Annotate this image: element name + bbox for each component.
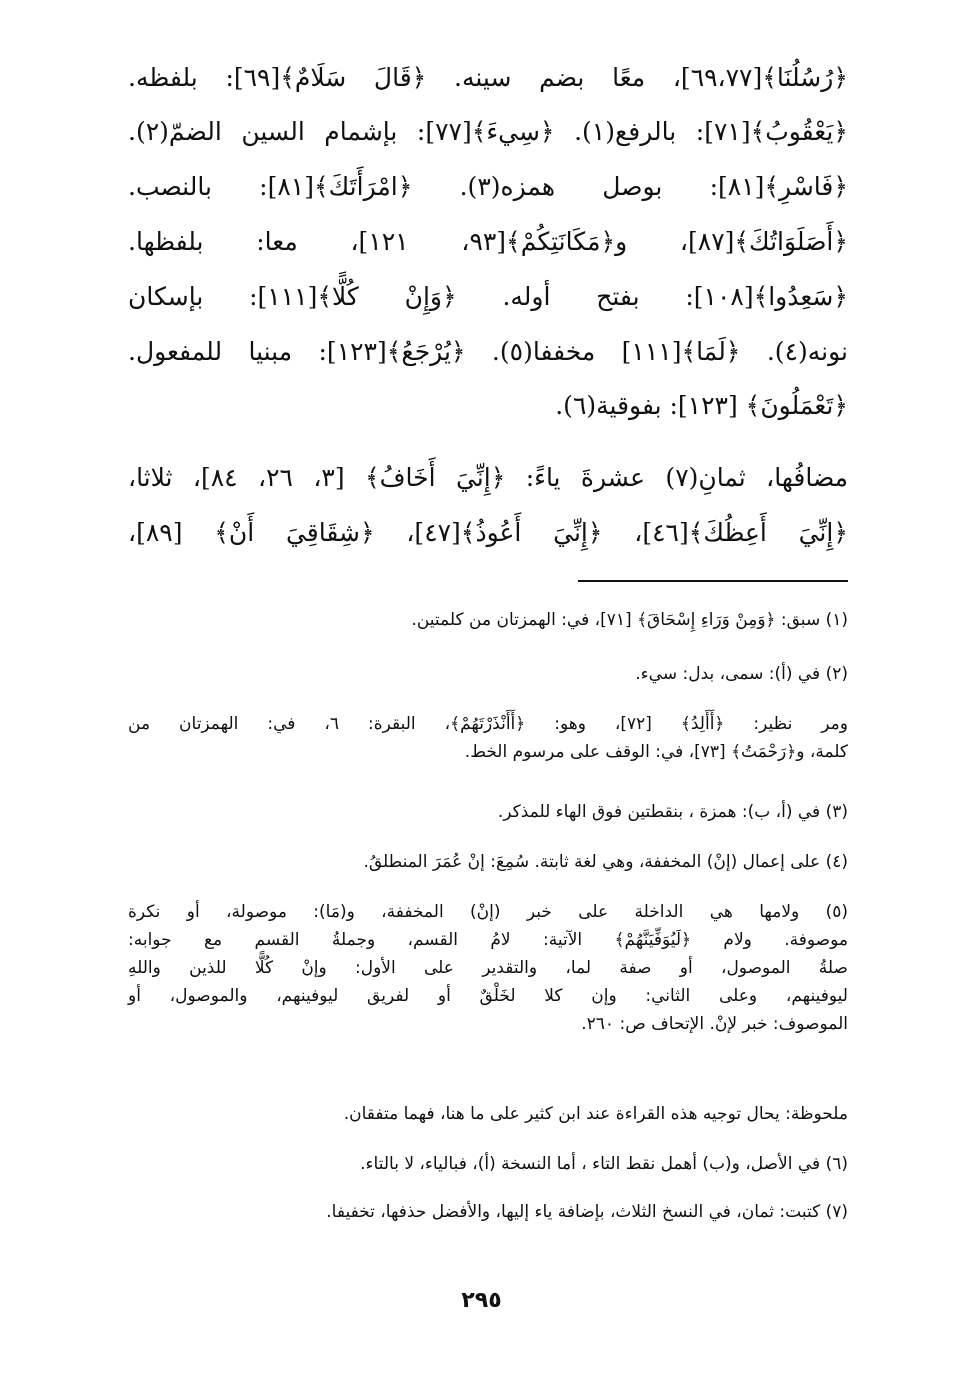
footnote-line: (٦) في الأصل، و(ب) أهمل نقط التاء ، أما النسخة (أ)، فبالياء، لا بالتاء. — [360, 1154, 848, 1174]
body-line-2: ﴿يَعْقُوبُ﴾[٧١]: بالرفع(١). ﴿سِيءَ﴾[٧٧]: بإشمام السين الضمّ(٢). — [128, 117, 848, 146]
footnote-separator — [578, 580, 848, 582]
footnote-line: (١) سبق: ﴿وَمِنْ وَرَاءِ إِسْحَاقَ﴾ [٧١]، في: الهمزتان من كلمتين. — [411, 610, 848, 630]
body-line-5: ﴿سَعِدُوا﴾[١٠٨]: بفتح أوله. ﴿وَإِنْ كُلًّا﴾[١١١]: بإسكان — [128, 282, 849, 311]
page-number: ٢٩٥ — [461, 1288, 502, 1313]
footnote-line: ليوفينهم، وعلى الثاني: وإن كلا لخَلْقٌ أو لفريق ليوفينهم، والموصول، أو — [128, 986, 848, 1006]
footnote-1 — [128, 606, 848, 634]
body-line-6: نونه(٤). ﴿لَمَا﴾[١١١] مخففا(٥). ﴿يُرْجَعُ﴾[١٢٣]: مبنيا للمفعول. — [128, 337, 848, 366]
body-line-7: ﴿تَعْمَلُونَ﴾ [١٢٣]: بفوقية(٦). — [555, 391, 848, 420]
body-line-4: ﴿أَصَلَوَاتُكَ﴾[٨٧]، و﴿مَكَانَتِكُمْ﴾[٩٣، ١٢١]، معا: بلفظها. — [128, 227, 849, 256]
footnote-line: كلمة، و﴿رَحْمَتُ﴾ [٧٣]، في: الوقف على مرسوم الخط. — [464, 742, 848, 762]
footnote-line: موصوفة. ولام ﴿لَيُوَفِّيَنَّهُمْ﴾ الآتية: لامُ القسم، وجملةُ القسم مع جوابه: — [128, 930, 848, 950]
body-line-8: مضافُها، ثمانِ(٧) عشرةَ ياءً: ﴿إِنِّيَ أَخَافُ﴾ [٣، ٢٦، ٨٤]، ثلاثا، — [128, 463, 849, 492]
footnote-line: (٣) في (أ، ب): همزة ، بنقطتين فوق الهاء للمذكر. — [497, 802, 848, 822]
body-line-3: ﴿فَاسْرِ﴾[٨١]: بوصل همزه(٣). ﴿امْرَأَتَكَ﴾[٨١]: بالنصب. — [128, 172, 848, 201]
footnote-line: ملحوظة: يحال توجيه هذه القراءة عند ابن كثير على ما هنا، فهما متفقان. — [343, 1104, 848, 1124]
footnote-2-continuation — [128, 710, 848, 766]
footnote-line: (٢) في (أ): سمى، بدل: سيء. — [635, 664, 848, 684]
footnote-line: الموصوف: خبر لإنْ. الإتحاف ص: ٢٦٠. — [581, 1014, 848, 1034]
body-line-1: ﴿رُسُلُنَا﴾[٦٩،٧٧]، معًا بضم سينه. ﴿قَالَ سَلَامٌ﴾[٦٩]: بلفظه. — [128, 63, 848, 92]
footnote-5 — [128, 898, 848, 1038]
footnote-6 — [128, 1150, 848, 1178]
footnote-7 — [128, 1198, 848, 1226]
footnote-line: صلةُ الموصول، أو صفة لما، والتقدير على الأول: وإنْ كُلًّا للذين واللهِ — [128, 958, 848, 978]
footnote-line: (٧) كتبت: ثمان، في النسخ الثلاث، بإضافة ياء إليها، والأفضل حذفها، تخفيفا. — [326, 1202, 848, 1222]
footnote-3 — [128, 798, 848, 826]
footnote-4 — [128, 848, 848, 876]
footnote-line: (٤) على إعمال (إنْ) المخففة، وهي لغة ثابتة. سُمِعَ: إنْ عُمَرَ المنطلقُ. — [363, 852, 848, 872]
footnote-2 — [128, 660, 848, 688]
footnote-line: ومر نظير: ﴿أَأَلِدُ﴾ [٧٢]، وهو: ﴿أَأَنْذَرْتَهُمْ﴾، البقرة: ٦، في: الهمزتان من — [128, 714, 848, 734]
footnote-line: (٥) ولامها هي الداخلة على خبر (إنْ) المخففة، و(مَا): موصولة، أو نكرة — [128, 902, 848, 922]
footnote-note — [128, 1100, 848, 1128]
body-line-9: ﴿إِنِّيَ أَعِظُكَ﴾[٤٦]، ﴿إِنِّيَ أَعُوذُ﴾[٤٧]، ﴿شِقَاقِيَ أَنْ﴾ [٨٩]، — [128, 518, 848, 547]
